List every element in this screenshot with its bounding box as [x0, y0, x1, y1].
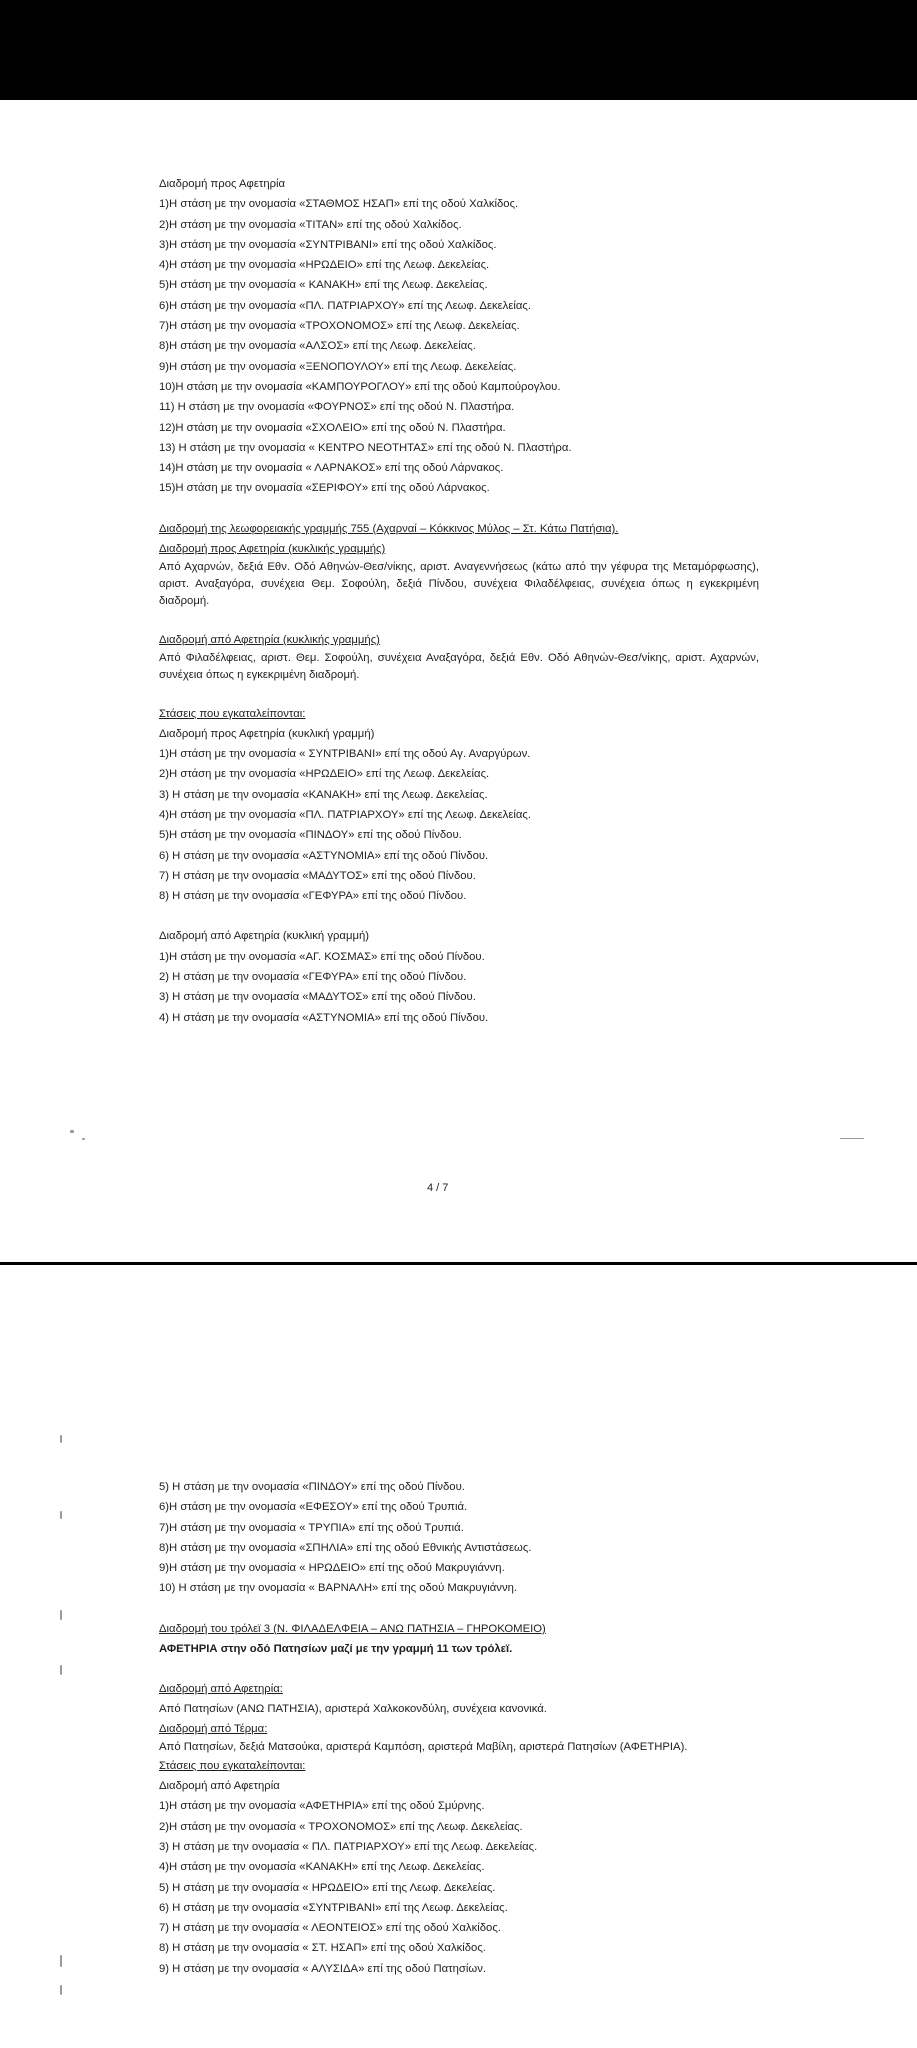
list-item: 2) Η στάση με την ονομασία «ΓΕΦΥΡΑ» επί της οδού Πίνδου. — [159, 971, 467, 984]
route-to-start-header: Διαδρομή προς Αφετηρία (κυκλικής γραμμής) — [159, 542, 386, 555]
scan-speck — [60, 1511, 62, 1519]
scan-speck — [60, 1435, 62, 1443]
route-from-start-text: Από Φιλαδέλφειας, αριστ. Θεμ. Σοφούλη, συνέχεια Αναξαγόρα, δεξιά Εθν. Οδό Αθηνών-Θεσ/νίκης, αριστ. Αχαρνών, συνέχεια όπως η εγκεκριμένη διαδρομή. — [159, 651, 759, 681]
list-item: 4)Η στάση με την ονομασία «ΗΡΩΔΕΙΟ» επί της Λεωφ. Δεκελείας. — [159, 259, 490, 272]
list-item: 2)Η στάση με την ονομασία « ΤΡΟΧΟΝΟΜΟΣ» επί της Λεωφ. Δεκελείας. — [159, 1820, 523, 1833]
document-page-4 — [0, 100, 917, 1262]
list-item: 6) Η στάση με την ονομασία «ΑΣΤΥΝΟΜΙΑ» επί της οδού Πίνδου. — [159, 849, 489, 862]
page2-content — [159, 1477, 759, 1979]
list-item: 10)Η στάση με την ονομασία «ΚΑΜΠΟΥΡΟΓΛΟΥ» επί της οδού Καμπούρογλου. — [159, 380, 561, 393]
abandoned-stops-header: Στάσεις που εγκαταλείπονται: — [159, 707, 306, 720]
list-item: 6)Η στάση με την ονομασία «ΠΛ. ΠΑΤΡΙΑΡΧΟΥ» επί της Λεωφ. Δεκελείας. — [159, 299, 531, 312]
abandoned-stop-list — [159, 1796, 759, 1979]
scan-speck — [60, 1955, 62, 1967]
abandoned-to-start-subheader: Διαδρομή προς Αφετηρία (κυκλική γραμμή) — [159, 727, 375, 740]
list-item: 3) Η στάση με την ονομασία «ΜΑΔΥΤΟΣ» επί της οδού Πίνδου. — [159, 991, 476, 1004]
list-item: 8)Η στάση με την ονομασία «ΣΠΗΛΙΑ» επί της οδού Εθνικής Αντιστάσεως. — [159, 1541, 532, 1554]
list-item: 1)Η στάση με την ονομασία «ΑΦΕΤΗΡΙΑ» επί της οδού Σμύρνης. — [159, 1800, 485, 1813]
list-item: 7)Η στάση με την ονομασία « ΤΡΥΠΙΑ» επί της οδού Τρυπιά. — [159, 1521, 464, 1534]
list-item: 8)Η στάση με την ονομασία «ΑΛΣΟΣ» επί της Λεωφ. Δεκελείας. — [159, 340, 476, 353]
list-item: 8) Η στάση με την ονομασία « ΣΤ. ΗΣΑΠ» επί της οδού Χαλκίδος. — [159, 1942, 486, 1955]
route-from-start-header: Διαδρομή από Αφετηρία (κυκλικής γραμμής) — [159, 633, 380, 646]
section-header: Διαδρομή προς Αφετηρία — [159, 178, 286, 190]
route-from-start-text: Από Πατησίων (ΑΝΩ ΠΑΤΗΣΙΑ), αριστερά Χαλκοκονδύλη, συνέχεια κανονικά. — [159, 1702, 547, 1715]
list-item: 8) Η στάση με την ονομασία «ΓΕΦΥΡΑ» επί της οδού Πίνδου. — [159, 890, 467, 903]
scan-speck — [70, 1130, 74, 1133]
continued-stop-list — [159, 1477, 759, 1599]
abandoned-to-start-list — [159, 744, 759, 906]
list-item: 5)Η στάση με την ονομασία « ΚΑΝΑΚΗ» επί της Λεωφ. Δεκελείας. — [159, 279, 488, 292]
list-item: 7)Η στάση με την ονομασία «ΤΡΟΧΟΝΟΜΟΣ» επί της Λεωφ. Δεκελείας. — [159, 320, 520, 333]
scan-speck — [60, 1985, 62, 1995]
list-item: 1)Η στάση με την ονομασία « ΣΥΝΤΡΙΒΑΝΙ» επί της οδού Αγ. Αναργύρων. — [159, 748, 531, 761]
page1-content — [159, 174, 759, 1028]
list-item: 6) Η στάση με την ονομασία «ΣΥΝΤΡΙΒΑΝΙ» επί της Λεωφ. Δεκελείας. — [159, 1901, 508, 1914]
list-item: 5)Η στάση με την ονομασία «ΠΙΝΔΟΥ» επί της οδού Πίνδου. — [159, 829, 462, 842]
list-item: 10) Η στάση με την ονομασία « ΒΑΡΝΑΛΗ» επί της οδού Μακρυγιάννη. — [159, 1582, 518, 1595]
route-from-terminal-header: Διαδρομή από Τέρμα: — [159, 1723, 268, 1736]
route-from-start-header: Διαδρομή από Αφετηρία: — [159, 1682, 283, 1695]
list-item: 3) Η στάση με την ονομασία « ΠΛ. ΠΑΤΡΙΑΡΧΟΥ» επί της Λεωφ. Δεκελείας. — [159, 1840, 538, 1853]
list-item: 2)Η στάση με την ονομασία «ΗΡΩΔΕΙΟ» επί της Λεωφ. Δεκελείας. — [159, 768, 490, 781]
list-item: 5) Η στάση με την ονομασία « ΗΡΩΔΕΙΟ» επί της Λεωφ. Δεκελείας. — [159, 1881, 496, 1894]
scan-speck — [60, 1665, 62, 1675]
list-item: 14)Η στάση με την ονομασία « ΛΑΡΝΑΚΟΣ» επί της οδού Λάρνακος. — [159, 462, 504, 475]
route-755-title: Διαδρομή της λεωφορειακής γραμμής 755 (Αχαρναί – Κόκκινος Μύλος – Στ. Κάτω Πατήσια). — [159, 522, 619, 535]
list-item: 2)Η στάση με την ονομασία «ΤΙΤΑΝ» επί της οδού Χαλκίδος. — [159, 218, 462, 231]
scan-speck — [840, 1138, 864, 1139]
list-item: 7) Η στάση με την ονομασία «ΜΑΔΥΤΟΣ» επί της οδού Πίνδου. — [159, 869, 476, 882]
list-item: 13) Η στάση με την ονομασία « ΚΕΝΤΡΟ ΝΕΟΤΗΤΑΣ» επί της οδού Ν. Πλαστήρα. — [159, 441, 572, 454]
list-item: 4)Η στάση με την ονομασία «ΚΑΝΑΚΗ» επί της Λεωφ. Δεκελείας. — [159, 1861, 485, 1874]
list-item: 12)Η στάση με την ονομασία «ΣΧΟΛΕΙΟ» επί της οδού Ν. Πλαστήρα. — [159, 421, 506, 434]
scan-speck — [60, 1610, 62, 1620]
scan-speck — [82, 1138, 85, 1140]
trolley-3-title: Διαδρομή του τρόλεϊ 3 (Ν. ΦΙΛΑΔΕΛΦΕΙΑ – ΑΝΩ ΠΑΤΗΣΙΑ – ΓΗΡΟΚΟΜΕΙΟ) — [159, 1622, 546, 1635]
list-item: 7) Η στάση με την ονομασία « ΛΕΟΝΤΕΙΟΣ» επί της οδού Χαλκίδος. — [159, 1922, 501, 1935]
route-to-start-text: Από Αχαρνών, δεξιά Εθν. Οδό Αθηνών-Θεσ/νίκης, αριστ. Αναγεννήσεως (κάτω από την γέφυρα της Μεταμόρφωσης), αριστ. Αναξαγόρα, συνέχεια Θεμ. Σοφούλη, δεξιά Πίνδου, συνέχεια Φιλαδέλφειας, συνέχεια όπως η εγκεκριμένη διαδρομή. — [159, 560, 759, 607]
top-black-bar — [0, 0, 917, 100]
list-item: 9) Η στάση με την ονομασία « ΑΛΥΣΙΔΑ» επί της οδού Πατησίων. — [159, 1962, 487, 1975]
document-page-5 — [0, 1265, 917, 2048]
list-item: 11) Η στάση με την ονομασία «ΦΟΥΡΝΟΣ» επί της οδού Ν. Πλαστήρα. — [159, 401, 515, 414]
abandoned-from-start-subheader: Διαδρομή από Αφετηρία (κυκλική γραμμή) — [159, 930, 370, 943]
abandoned-subheader: Διαδρομή από Αφετηρία — [159, 1780, 280, 1793]
list-item: 9)Η στάση με την ονομασία « ΗΡΩΔΕΙΟ» επί της οδού Μακρυγιάννη. — [159, 1562, 505, 1575]
list-item: 6)Η στάση με την ονομασία «ΕΦΕΣΟΥ» επί της οδού Τρυπιά. — [159, 1501, 468, 1514]
list-item: 4)Η στάση με την ονομασία «ΠΛ. ΠΑΤΡΙΑΡΧΟΥ» επί της Λεωφ. Δεκελείας. — [159, 808, 531, 821]
trolley-3-start-note: ΑΦΕΤΗΡΙΑ στην οδό Πατησίων μαζί με την γραμμή 11 των τρόλεϊ. — [159, 1642, 513, 1655]
page-number: 4 / 7 — [427, 1182, 449, 1194]
list-item: 15)Η στάση με την ονομασία «ΣΕΡΙΦΟΥ» επί της οδού Λάρνακος. — [159, 482, 490, 495]
stop-list-to-start — [159, 194, 759, 498]
abandoned-from-start-list — [159, 947, 759, 1028]
list-item: 3)Η στάση με την ονομασία «ΣΥΝΤΡΙΒΑΝΙ» επί της οδού Χαλκίδος. — [159, 238, 497, 251]
list-item: 3) Η στάση με την ονομασία «ΚΑΝΑΚΗ» επί της Λεωφ. Δεκελείας. — [159, 788, 488, 801]
list-item: 5) Η στάση με την ονομασία «ΠΙΝΔΟΥ» επί της οδού Πίνδου. — [159, 1481, 465, 1493]
list-item: 4) Η στάση με την ονομασία «ΑΣΤΥΝΟΜΙΑ» επί της οδού Πίνδου. — [159, 1011, 489, 1024]
list-item: 1)Η στάση με την ονομασία «ΣΤΑΘΜΟΣ ΗΣΑΠ» επί της οδού Χαλκίδος. — [159, 198, 519, 211]
route-from-terminal-text: Από Πατησίων, δεξιά Ματσούκα, αριστερά Καμπόση, αριστερά Μαβίλη, αριστερά Πατησίων (ΑΦΕΤΗΡΙΑ). — [159, 1741, 688, 1754]
list-item: 1)Η στάση με την ονομασία «ΑΓ. ΚΟΣΜΑΣ» επί της οδού Πίνδου. — [159, 950, 485, 963]
list-item: 9)Η στάση με την ονομασία «ΞΕΝΟΠΟΥΛΟΥ» επί της Λεωφ. Δεκελείας. — [159, 360, 517, 373]
abandoned-stops-header: Στάσεις που εγκαταλείπονται: — [159, 1760, 306, 1773]
